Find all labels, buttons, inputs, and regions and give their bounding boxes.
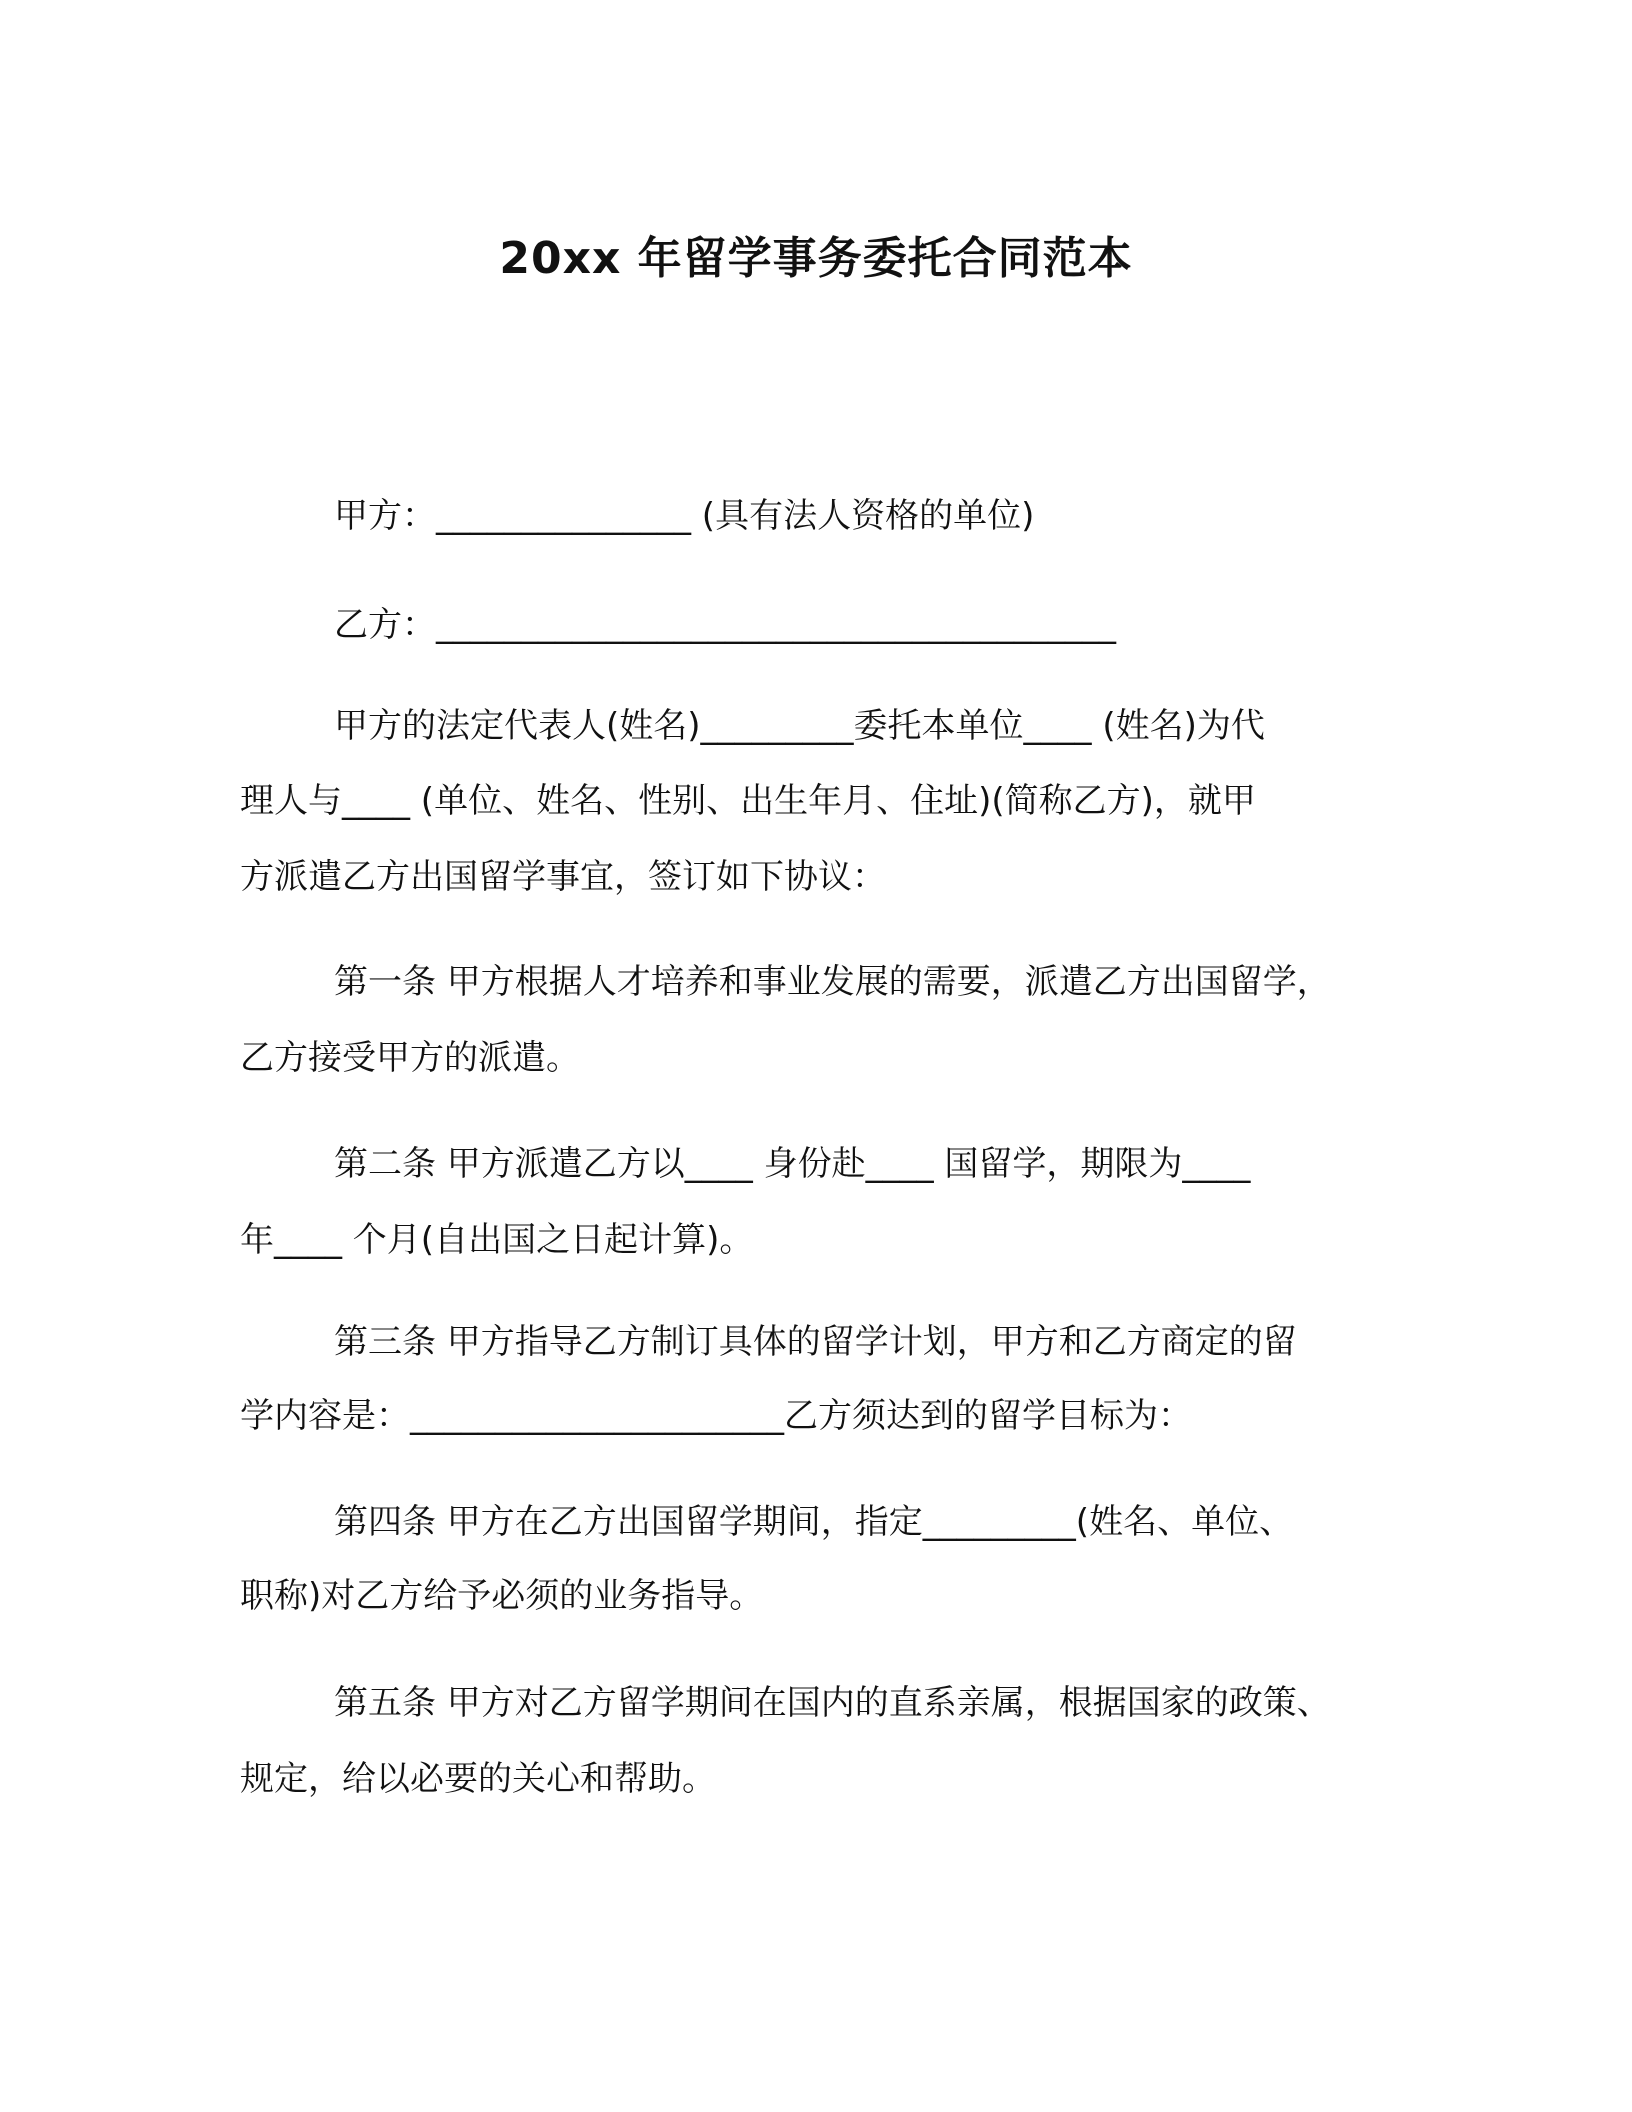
article-5-line-2: 规定，给以必要的关心和帮助。 (240, 1759, 716, 1799)
article-2-line-2: 年____ 个月(自出国之日起计算)。 (240, 1220, 754, 1260)
article-3-line-2: 学内容是：______________________乙方须达到的留学目标为： (240, 1396, 1192, 1436)
article-4-line-1: 第四条 甲方在乙方出国留学期间，指定_________(姓名、单位、 (334, 1502, 1294, 1542)
intro-line-3: 方派遣乙方出国留学事宜，签订如下协议： (240, 857, 886, 897)
article-1-line-1: 第一条 甲方根据人才培养和事业发展的需要，派遣乙方出国留学， (334, 962, 1331, 1002)
article-2-line-1: 第二条 甲方派遣乙方以____ 身份赴____ 国留学，期限为____ (334, 1144, 1251, 1184)
article-3-line-1: 第三条 甲方指导乙方制订具体的留学计划，甲方和乙方商定的留 (334, 1322, 1297, 1362)
article-1-line-2: 乙方接受甲方的派遣。 (240, 1038, 580, 1078)
article-4-line-2: 职称)对乙方给予必须的业务指导。 (240, 1576, 764, 1616)
intro-line-2: 理人与____ (单位、姓名、性别、出生年月、住址)(简称乙方)，就甲 (240, 781, 1256, 821)
party-b-line: 乙方：________________________________________ (334, 605, 1116, 645)
intro-line-1: 甲方的法定代表人(姓名)_________委托本单位____ (姓名)为代 (334, 706, 1265, 746)
party-a-line: 甲方：_______________ (具有法人资格的单位) (334, 496, 1035, 536)
article-5-line-1: 第五条 甲方对乙方留学期间在国内的直系亲属，根据国家的政策、 (334, 1683, 1331, 1723)
document-title: 20xx 年留学事务委托合同范本 (499, 233, 1133, 284)
